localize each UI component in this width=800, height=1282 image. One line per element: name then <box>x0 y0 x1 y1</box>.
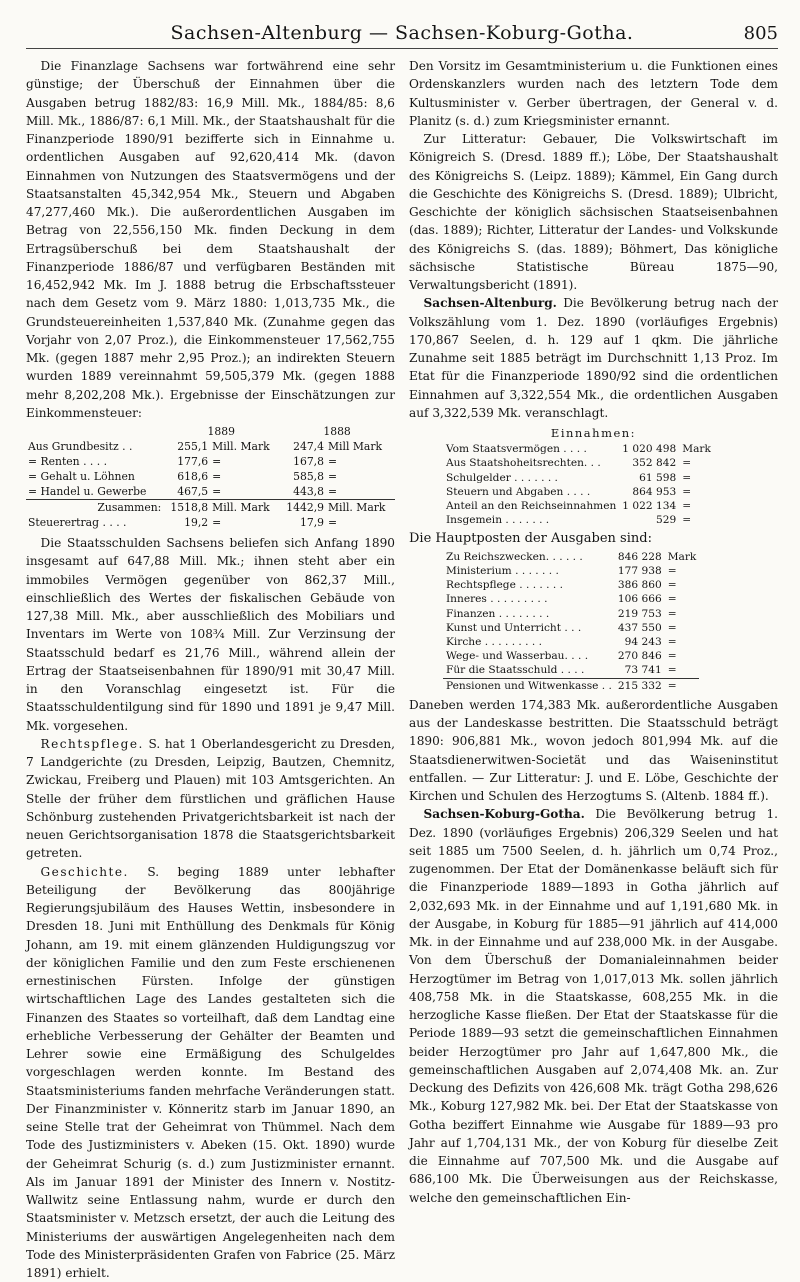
row-value: 94 243 <box>615 635 665 649</box>
running-title: Sachsen-Altenburg — Sachsen-Koburg-Gotha. <box>171 22 634 48</box>
row-value: 219 753 <box>615 607 665 621</box>
table-row <box>26 439 395 454</box>
row-label: Vom Staatsvermögen . . . . <box>443 442 619 456</box>
table-row: Ministerium . . . . . . . 177 938 = <box>443 564 699 578</box>
row-label: = Handel u. Gewerbe <box>26 484 163 500</box>
row-label: Steuern und Abgaben . . . . <box>443 485 619 499</box>
year-header-1889: 1889 <box>163 424 279 439</box>
cell-1889: 1518,8 <box>163 500 210 516</box>
cell-1889: 19,2 <box>163 515 210 530</box>
cell-unit: = <box>210 469 279 484</box>
row-value: 1 022 134 <box>619 499 679 513</box>
row-value: 215 332 <box>615 678 665 693</box>
entry-heading: Sachsen-Altenburg. <box>424 296 557 310</box>
paragraph-finanzlage: Die Finanzlage Sachsens war fortwährend eine sehr günstige; der Überschuß der Einnahmen über die Ausgaben betrug 1882/83: 16,9 Mill. Mk., 1884/85: 8,6 Mill. Mk., 1886/87: 6,1 Mill. Mk., der Staatshaushalt für die Finanzperiode 1890/91 bezifferte sich in Einnahme u. ordentlichen Ausgaben auf 92,620,414 Mk. (davon Einnahmen von Nutzungen des Staatsvermögens und der Staatsanstalten 45,342,954 Mk., Steuern und Abgaben 47,277,460 Mk.). Die außerordentlichen Ausgaben im Betrag von 22,556,150 Mk. finden Deckung in dem Ertragsüberschuß bei dem Staatshaushalt der Finanzperiode 1886/87 und verfügbaren Beständen mit 16,452,942 Mk. Im J. 1888 betrug die Erbschaftssteuer nach dem Gesetz vom 9. März 1880: 1,013,735 Mk., die Grundsteuereinheiten 1,537,840 Mk. (Zunahme gegen das Vorjahr von 2,07 Proz.), die Einkommensteuer 17,562,755 Mk. (gegen 1887 mehr 2,95 Proz.); an indirekten Steuern wurden 1889 vereinnahmt 59,505,379 Mk. (gegen 1888 mehr 8,202,208 Mk.). Ergebnisse der Einschätzungen zur Einkommensteuer: <box>26 57 395 422</box>
row-value: 846 228 <box>615 550 665 564</box>
cell-unit: Mill. Mark <box>210 500 279 516</box>
row-label: Zusammen: <box>26 500 163 516</box>
paragraph-geschichte <box>26 863 395 1282</box>
table-row: Pensionen und Witwenkasse . . 215 332 = <box>443 678 699 693</box>
cell-unit: = <box>210 484 279 500</box>
row-label: Kunst und Unterricht . . . <box>443 621 615 635</box>
page-number: 805 <box>744 23 778 44</box>
table-row <box>26 484 395 500</box>
row-label: = Renten . . . . <box>26 454 163 469</box>
row-value: 1 020 498 <box>619 442 679 456</box>
cell-unit: Mill. Mark <box>326 500 395 516</box>
cell-1888: 247,4 <box>279 439 326 454</box>
cell-1889: 467,5 <box>163 484 210 500</box>
table-row <box>443 442 714 456</box>
row-value: 864 953 <box>619 485 679 499</box>
cell-1889: 177,6 <box>163 454 210 469</box>
row-label: Anteil an den Reichseinnahmen <box>443 499 619 513</box>
table-row: Inneres . . . . . . . . . 106 666 = <box>443 592 699 606</box>
row-label: Finanzen . . . . . . . . <box>443 607 615 621</box>
row-value: 352 842 <box>619 456 679 470</box>
paragraph-altenburg <box>409 294 778 422</box>
paragraph-litteratur: Zur Litteratur: Gebauer, Die Volkswirtschaft im Königreich S. (Dresd. 1889 ff.); Löbe, Der Staatshaushalt des Königreichs S. (Leipz. 1889); Kämmel, Ein Gang durch die Geschichte des Königreichs S. (Dresd. 1889); Ulbricht, Geschichte der königlich sächsischen Staatseisenbahnen (das. 1889); Richter, Litteratur der Landes- und Volkskunde des Königreichs S. (das. 1889); Böhmert, Das königliche sächsische Statistische Büreau 1875—90, Verwaltungsbericht (1891). <box>409 130 778 294</box>
row-value: 386 860 <box>615 578 665 592</box>
row-label: Inneres . . . . . . . . . <box>443 592 615 606</box>
cell-1888: 443,8 <box>279 484 326 500</box>
row-value: 437 550 <box>615 621 665 635</box>
row-label: Wege- und Wasserbau. . . . <box>443 649 615 663</box>
income-tax-table <box>26 424 395 530</box>
table-row: Steuern und Abgaben . . . . 864 953 = <box>443 485 714 499</box>
paragraph-staatsschulden: Die Staatsschulden Sachsens beliefen sich Anfang 1890 insgesamt auf 647,88 Mill. Mk.; ihnen steht aber ein immobiles Vermögen gegenüber von 862,37 Mill., einschließlich des Wertes der fiskalischen Gebäude von 127,38 Mill. Mk., aber ausschließlich des Mobiliars und Inventars im Werte von 108¾ Mill. Zur Verzinsung der Staatsschuld bedarf es 21,76 Mill., während allein der Ertrag der Staatseisenbahnen für 1890/91 mit 30,47 Mill. in den Voranschlag eingesetzt ist. Für die Staatsschuldentilgung sind für 1890 und 1891 je 9,47 Mill. Mk. vorgesehen. <box>26 534 395 735</box>
paragraph-text: S. beging 1889 unter lebhafter Beteiligung der Bevölkerung das 800jährige Regierungsjubiläum des Hauses Wettin, insbesondere in Dresden 18. Juni mit Enthüllung des Denkmals für König Johann, am 19. mit einem glänzenden Huldigungszug vor der königlichen Familie und den zum Feste erschienenen ernestinischen Fürsten. Infolge der günstigen wirtschaftlichen Lage des Landes gestalteten sich die Finanzen des Staates so vorteilhaft, daß dem Landtag eine erhebliche Verbesserung der Gehälter der Beamten und Lehrer sowie eine Ermäßigung des Schulgeldes vorgeschlagen werden konnte. Im Bestand des Staatsministeriums fanden mehrfache Veränderungen statt. Der Finanzminister v. Könneritz starb im Januar 1890, an seine Stelle trat der Geheimrat von Thümmel. Nach dem Tode des Justizministers v. Abeken (15. Okt. 1890) wurde der Geheimrat Schurig (s. d.) zum Justizminister ernannt. Als im Januar 1891 der Minister des Innern v. Nostitz-Wallwitz seine Entlassung nahm, wurde er durch den Staatsminister v. Metzsch ersetzt, der auch die Leitung des Ministeriums der auswärtigen Angelegenheiten nach dem Tode des Ministerpräsidenten Grafen von Fabrice (25. März 1891) erhielt. <box>26 865 395 1281</box>
einnahmen-caption: Einnahmen: <box>409 424 778 442</box>
cell-1889: 618,6 <box>163 469 210 484</box>
row-value: 177 938 <box>615 564 665 578</box>
cell-1888: 1442,9 <box>279 500 326 516</box>
cell-unit: = <box>326 484 395 500</box>
row-label: = Gehalt u. Löhnen <box>26 469 163 484</box>
unit-label: Mark <box>679 442 714 456</box>
cell-1888: 167,8 <box>279 454 326 469</box>
year-header-1888: 1888 <box>279 424 395 439</box>
row-label: Rechtspflege . . . . . . . <box>443 578 615 592</box>
cell-unit: = <box>326 454 395 469</box>
table-sum-row <box>26 500 395 516</box>
row-value: 529 <box>619 513 679 527</box>
cell-1888: 17,9 <box>279 515 326 530</box>
row-label: Insgemein . . . . . . . <box>443 513 619 527</box>
row-label: Zu Reichszwecken. . . . . . <box>443 550 615 564</box>
row-label: Kirche . . . . . . . . . <box>443 635 615 649</box>
cell-unit: = <box>210 515 279 530</box>
table-row <box>26 454 395 469</box>
paragraph-rechtspflege <box>26 735 395 863</box>
row-label: Schulgelder . . . . . . . <box>443 471 619 485</box>
table-row: Rechtspflege . . . . . . . 386 860 = <box>443 578 699 592</box>
table-year-row <box>26 424 395 439</box>
table-row: Aus Staatshoheitsrechten. . . 352 842 = <box>443 456 714 470</box>
cell-1888: 585,8 <box>279 469 326 484</box>
paragraph-staatsschuld-altenburg: Daneben werden 174,383 Mk. außerordentliche Ausgaben aus der Landeskasse bestritten. Die Staatsschuld beträgt 1890: 906,881 Mk., wovon jedoch 801,994 Mk. auf die Staatsdienerwitwen-Societät und das Waiseninstitut entfallen. — Zur Litteratur: J. und E. Löbe, Geschichte der Kirchen und Schulen des Herzogtums S. (Altenb. 1884 ff.). <box>409 696 778 806</box>
row-value: 61 598 <box>619 471 679 485</box>
row-label: Steuerertrag . . . . <box>26 515 163 530</box>
table-row <box>26 469 395 484</box>
table-row: Wege- und Wasserbau. . . . 270 846 = <box>443 649 699 663</box>
row-label: Ministerium . . . . . . . <box>443 564 615 578</box>
two-column-body <box>26 57 778 1282</box>
table-row: Für die Staatsschuld . . . . 73 741 = <box>443 663 699 678</box>
running-header <box>26 0 778 49</box>
einnahmen-table <box>443 442 714 527</box>
row-label: Für die Staatsschuld . . . . <box>443 663 615 678</box>
table-row: Insgemein . . . . . . . 529 = <box>443 513 714 527</box>
cell-unit: = <box>210 454 279 469</box>
ausgaben-table <box>443 550 699 693</box>
cell-unit: Mill Mark <box>326 439 395 454</box>
cell-unit: Mill. Mark <box>210 439 279 454</box>
row-value: 73 741 <box>615 663 665 678</box>
table-row: Finanzen . . . . . . . . 219 753 = <box>443 607 699 621</box>
section-heading: Rechtspflege. <box>41 737 144 751</box>
paragraph-koburg-gotha <box>409 805 778 1207</box>
row-value: 106 666 <box>615 592 665 606</box>
row-label: Aus Staatshoheitsrechten. . . <box>443 456 619 470</box>
right-column <box>409 57 778 1282</box>
row-label: Pensionen und Witwenkasse . . <box>443 678 615 693</box>
cell-1889: 255,1 <box>163 439 210 454</box>
paragraph-text: Die Bevölkerung betrug 1. Dez. 1890 (vorläufiges Ergebnis) 206,329 Seelen und hat seit 1885 um 7500 Seelen, d. h. jährlich um 0,74 Proz., zugenommen. Der Etat der Domänenkasse beläuft sich für die Finanzperiode 1889—1893 in Gotha jährlich auf 2,032,693 Mk. in der Einnahme und auf 1,191,680 Mk. in der Ausgabe, in Koburg für 1885—91 jährlich auf 414,000 Mk. in der Einnahme und auf 238,000 Mk. in der Ausgabe. Von dem Überschuß der Domanialeinnahmen beider Herzogtümer im Betrag von 1,017,013 Mk. sollen jährlich 408,758 Mk. in die Staatskasse, 608,255 Mk. in die herzogliche Kasse fließen. Der Etat der Staatskasse für die Periode 1889—93 setzt die gemeinschaftlichen Einnahmen beider Herzogtümer pro Jahr auf 1,647,800 Mk., die gemeinschaftlichen Ausgaben auf 2,074,408 Mk. an. Zur Deckung des Defizits von 426,608 Mk. trägt Gotha 298,626 Mk., Koburg 127,982 Mk. bei. Der Etat der Staatskasse von Gotha beziffert Einnahme wie Ausgabe für 1889—93 pro Jahr auf 1,704,131 Mk., der von Koburg für dieselbe Zeit die Einnahme auf 707,500 Mk. und die Ausgabe auf 686,100 Mk. Die Überweisungen aus der Reichskasse, welche den gemeinschaftlichen Ein- <box>409 807 778 1204</box>
cell-unit: = <box>326 515 395 530</box>
table-row: Kirche . . . . . . . . . 94 243 = <box>443 635 699 649</box>
left-column <box>26 57 395 1282</box>
entry-heading: Sachsen-Koburg-Gotha. <box>424 807 585 821</box>
table-row: Kunst und Unterricht . . . 437 550 = <box>443 621 699 635</box>
row-value: 270 846 <box>615 649 665 663</box>
paragraph-text: Die Bevölkerung betrug nach der Volkszählung vom 1. Dez. 1890 (vorläufiges Ergebnis) 170,867 Seelen, d. h. 129 auf 1 qkm. Die jährliche Zunahme seit 1885 beträgt im Durchschnitt 1,13 Proz. Im Etat für die Finanzperiode 1890/92 sind die ordentlichen Einnahmen auf 3,322,554 Mk., die ordentlichen Ausgaben auf 3,322,539 Mk. veranschlagt. <box>409 296 778 420</box>
table-tax-row <box>26 515 395 530</box>
ausgaben-caption: Die Hauptposten der Ausgaben sind: <box>409 530 778 548</box>
paragraph-text: S. hat 1 Oberlandesgericht zu Dresden, 7 Landgerichte (zu Dresden, Leipzig, Bautzen, Chemnitz, Zwickau, Freiberg und Plauen) mit 103 Amtsgerichten. An Stelle der früher dem fürstlichen und gräflichen Hause Schönburg zustehenden Privatgerichtsbarkeit ist nach der neuen Gerichtsorganisation 1878 die Staatsgerichtsbarkeit getreten. <box>26 737 395 861</box>
table-row <box>443 550 699 564</box>
unit-label: Mark <box>665 550 700 564</box>
section-heading: Geschichte. <box>41 865 129 879</box>
table-row: Anteil an den Reichseinnahmen 1 022 134 = <box>443 499 714 513</box>
table-row: Schulgelder . . . . . . . 61 598 = <box>443 471 714 485</box>
paragraph-continued: Den Vorsitz im Gesamtministerium u. die Funktionen eines Ordenskanzlers wurden nach des letztern Tode dem Kultusminister v. Gerber übertragen, der General v. d. Planitz (s. d.) zum Kriegsminister ernannt. <box>409 57 778 130</box>
row-label: Aus Grundbesitz . . <box>26 439 163 454</box>
cell-unit: = <box>326 469 395 484</box>
